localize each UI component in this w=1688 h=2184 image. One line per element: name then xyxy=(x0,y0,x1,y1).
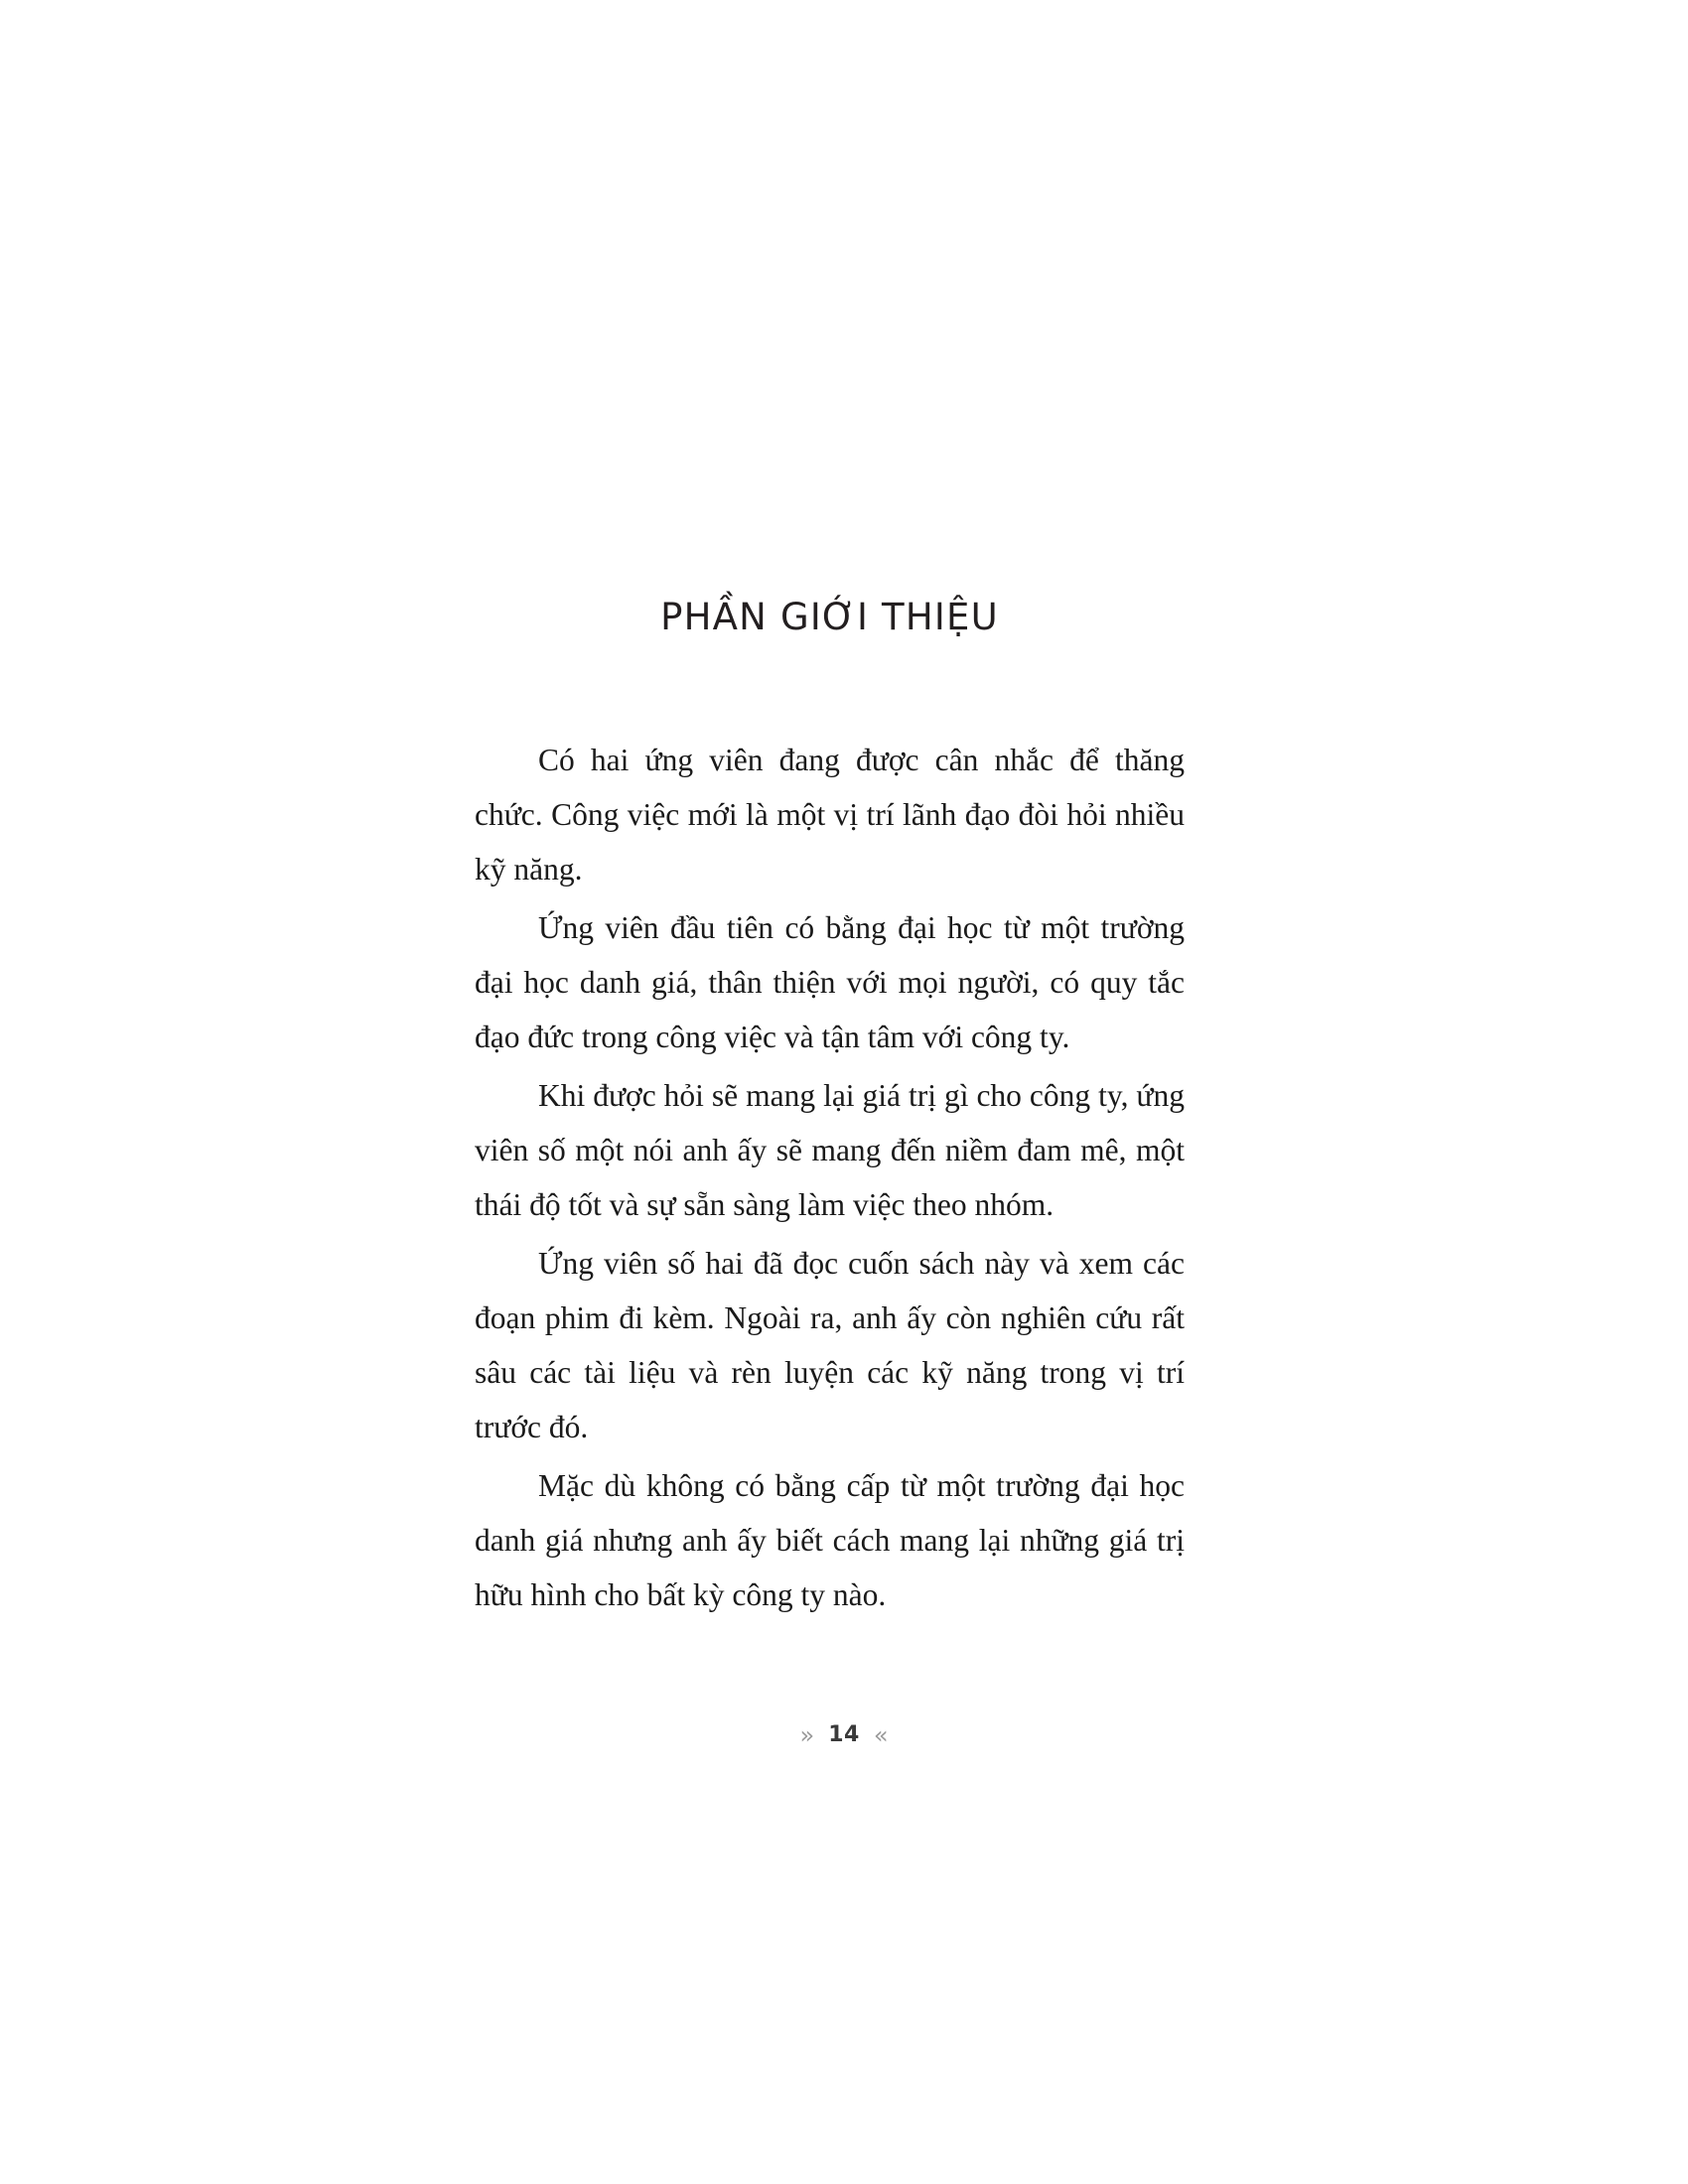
page-title: PHẦN GIỚI THIỆU xyxy=(660,596,999,638)
paragraph: Có hai ứng viên đang được cân nhắc để thăng chức. Công việc mới là một vị trí lãnh đạo đòi hỏi nhiều kỹ năng. xyxy=(475,743,1185,887)
page-number: 14 xyxy=(828,1722,860,1747)
paragraph: Ứng viên số hai đã đọc cuốn sách này và xem các đoạn phim đi kèm. Ngoài ra, anh ấy còn nghiên cứu rất sâu các tài liệu và rèn luyện các kỹ năng trong vị trí trước đó. xyxy=(475,1246,1185,1444)
body-text xyxy=(475,733,1185,1622)
paragraph: Khi được hỏi sẽ mang lại giá trị gì cho công ty, ứng viên số một nói anh ấy sẽ mang đến niềm đam mê, một thái độ tốt và sự sẵn sàng làm việc theo nhóm. xyxy=(475,1078,1185,1222)
page-content xyxy=(475,596,1185,1622)
paragraph: Ứng viên đầu tiên có bằng đại học từ một trường đại học danh giá, thân thiện với mọi người, có quy tắc đạo đức trong công việc và tận tâm với công ty. xyxy=(475,910,1185,1054)
ornament-right-icon: « xyxy=(873,1720,889,1749)
ornament-left-icon: » xyxy=(799,1720,815,1749)
paragraph: Mặc dù không có bằng cấp từ một trường đại học danh giá nhưng anh ấy biết cách mang lại những giá trị hữu hình cho bất kỳ công ty nào. xyxy=(475,1468,1185,1612)
page-footer xyxy=(0,1722,1688,1747)
